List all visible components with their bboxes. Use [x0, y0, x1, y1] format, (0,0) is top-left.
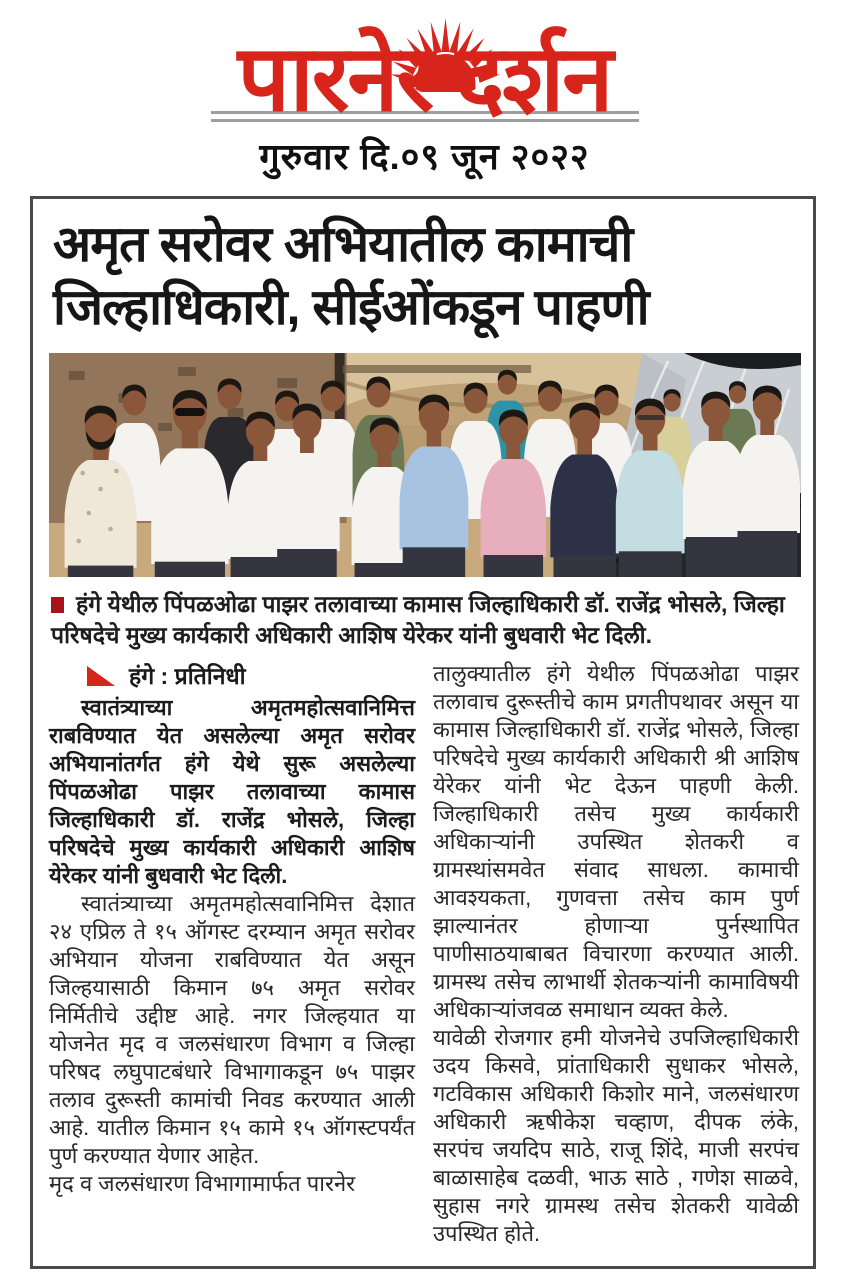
body-paragraph: मृद व जलसंधारण विभागामार्फत पारनेर — [49, 1171, 356, 1197]
dateline — [49, 662, 415, 690]
article-body — [49, 660, 799, 1248]
newspaper-title: पारनेर दर्शन — [237, 28, 612, 130]
headline-line-1: अमृत सरोवर अभियातील कामाची — [53, 216, 633, 273]
article-photo — [49, 353, 801, 577]
masthead — [0, 0, 849, 180]
article-headline — [49, 207, 799, 343]
dateline-triangle-icon — [87, 666, 115, 686]
column-left — [49, 660, 415, 1248]
caption-text: हंगे येथील पिंपळओढा पाझर तलावाच्या कामास जिल्हाधिकारी डॉ. राजेंद्र भोसले, जिल्हा परिषदेचे मुख्य कार्यकारी अधिकारी आशिष येरेकर यांनी बुधवारी भेट दिली. — [51, 591, 785, 648]
right-paragraphs — [433, 660, 799, 1248]
dateline-text: हंगे : प्रतिनिधी — [129, 663, 246, 690]
left-paragraphs — [49, 694, 415, 1198]
photo-caption — [51, 589, 797, 650]
column-right — [433, 660, 799, 1248]
caption-square-bullet-icon — [51, 597, 64, 613]
body-paragraph: स्वातंत्र्याच्या अमृतमहोत्सवानिमित्त देशात २४ एप्रिल ते १५ ऑगस्ट दरम्यान अमृत सरोवर अभियान योजना राबविण्यात येत असून जिल्हयासाठी किमान ७५ अमृत सरोवर निर्मितीचे उद्दीष्ट आहे. नगर जिल्हयात या योजनेत मृद व जलसंधारण विभाग व जिल्हा परिषद लघुपाटबंधारे विभागाकडून ७५ पाझर तलाव दुरूस्ती कामांची निवड करण्यात आली आहे. यातील किमान १५ कामे १५ ऑगस्टपर्यंत पुर्ण करण्यात येणार आहेत. — [49, 891, 415, 1169]
body-paragraph: तालुक्यातील हंगे येथील पिंपळओढा पाझर तलावाच दुरूस्तीचे काम प्रगतीपथावर असून या कामास जिल्हाधिकारी डॉ. राजेंद्र भोसले, जिल्हा परिषदेचे मुख्य कार्यकारी अधिकारी श्री आशिष येरेकर यांनी भेट देऊन पाहणी केली. जिल्हाधिकारी तसेच मुख्य कार्यकारी अधिकाऱ्यांनी उपस्थित शेतकरी व ग्रामस्थांसमवेत संवाद साधला. कामाची आवश्यकता, गुणवत्ता तसेच काम पुर्ण झाल्यानंतर होणाऱ्या पुर्नस्थापित पाणीसाठयाबाबत विचारणा करण्यात आली. ग्रामस्थ तसेच लाभार्थी शेतकऱ्यांनी कामाविषयी अधिकाऱ्यांजवळ समाधान व्यक्त केले. — [433, 661, 799, 1023]
date-line: गुरुवार दि.०९ जून २०२२ — [259, 136, 590, 178]
headline-line-2: जिल्हाधिकारी, सीईओंकडून पाहणी — [53, 279, 649, 336]
article-box — [30, 196, 816, 1269]
body-paragraph: स्वातंत्र्याच्या अमृतमहोत्सवानिमित्त राबविण्यात येत असलेल्या अमृत सरोवर अभियानांतर्गत हंगे येथे सुरू असलेल्या पिंपळओढा पाझर तलावाच्या कामास जिल्हाधिकारी डॉ. राजेंद्र भोसले, जिल्हा परिषदेचे मुख्य कार्यकारी अधिकारी आशिष येरेकर यांनी बुधवारी भेट दिली. — [49, 695, 415, 889]
body-paragraph: यावेळी रोजगार हमी योजनेचे उपजिल्हाधिकारी उदय किसवे, प्रांताधिकारी सुधाकर भोसले, गटविकास अधिकारी किशोर माने, जलसंधारण अधिकारी ऋषीकेश चव्हाण, दीपक लंके, सरपंच जयदिप साठे, राजू शिंदे, माजी सरपंच बाळासाहेब दळवी, भाऊ साठे , गणेश साळवे, सुहास नगरे ग्रामस्थ तसेच शेतकरी यावेळी उपस्थित होते. — [433, 1025, 799, 1247]
